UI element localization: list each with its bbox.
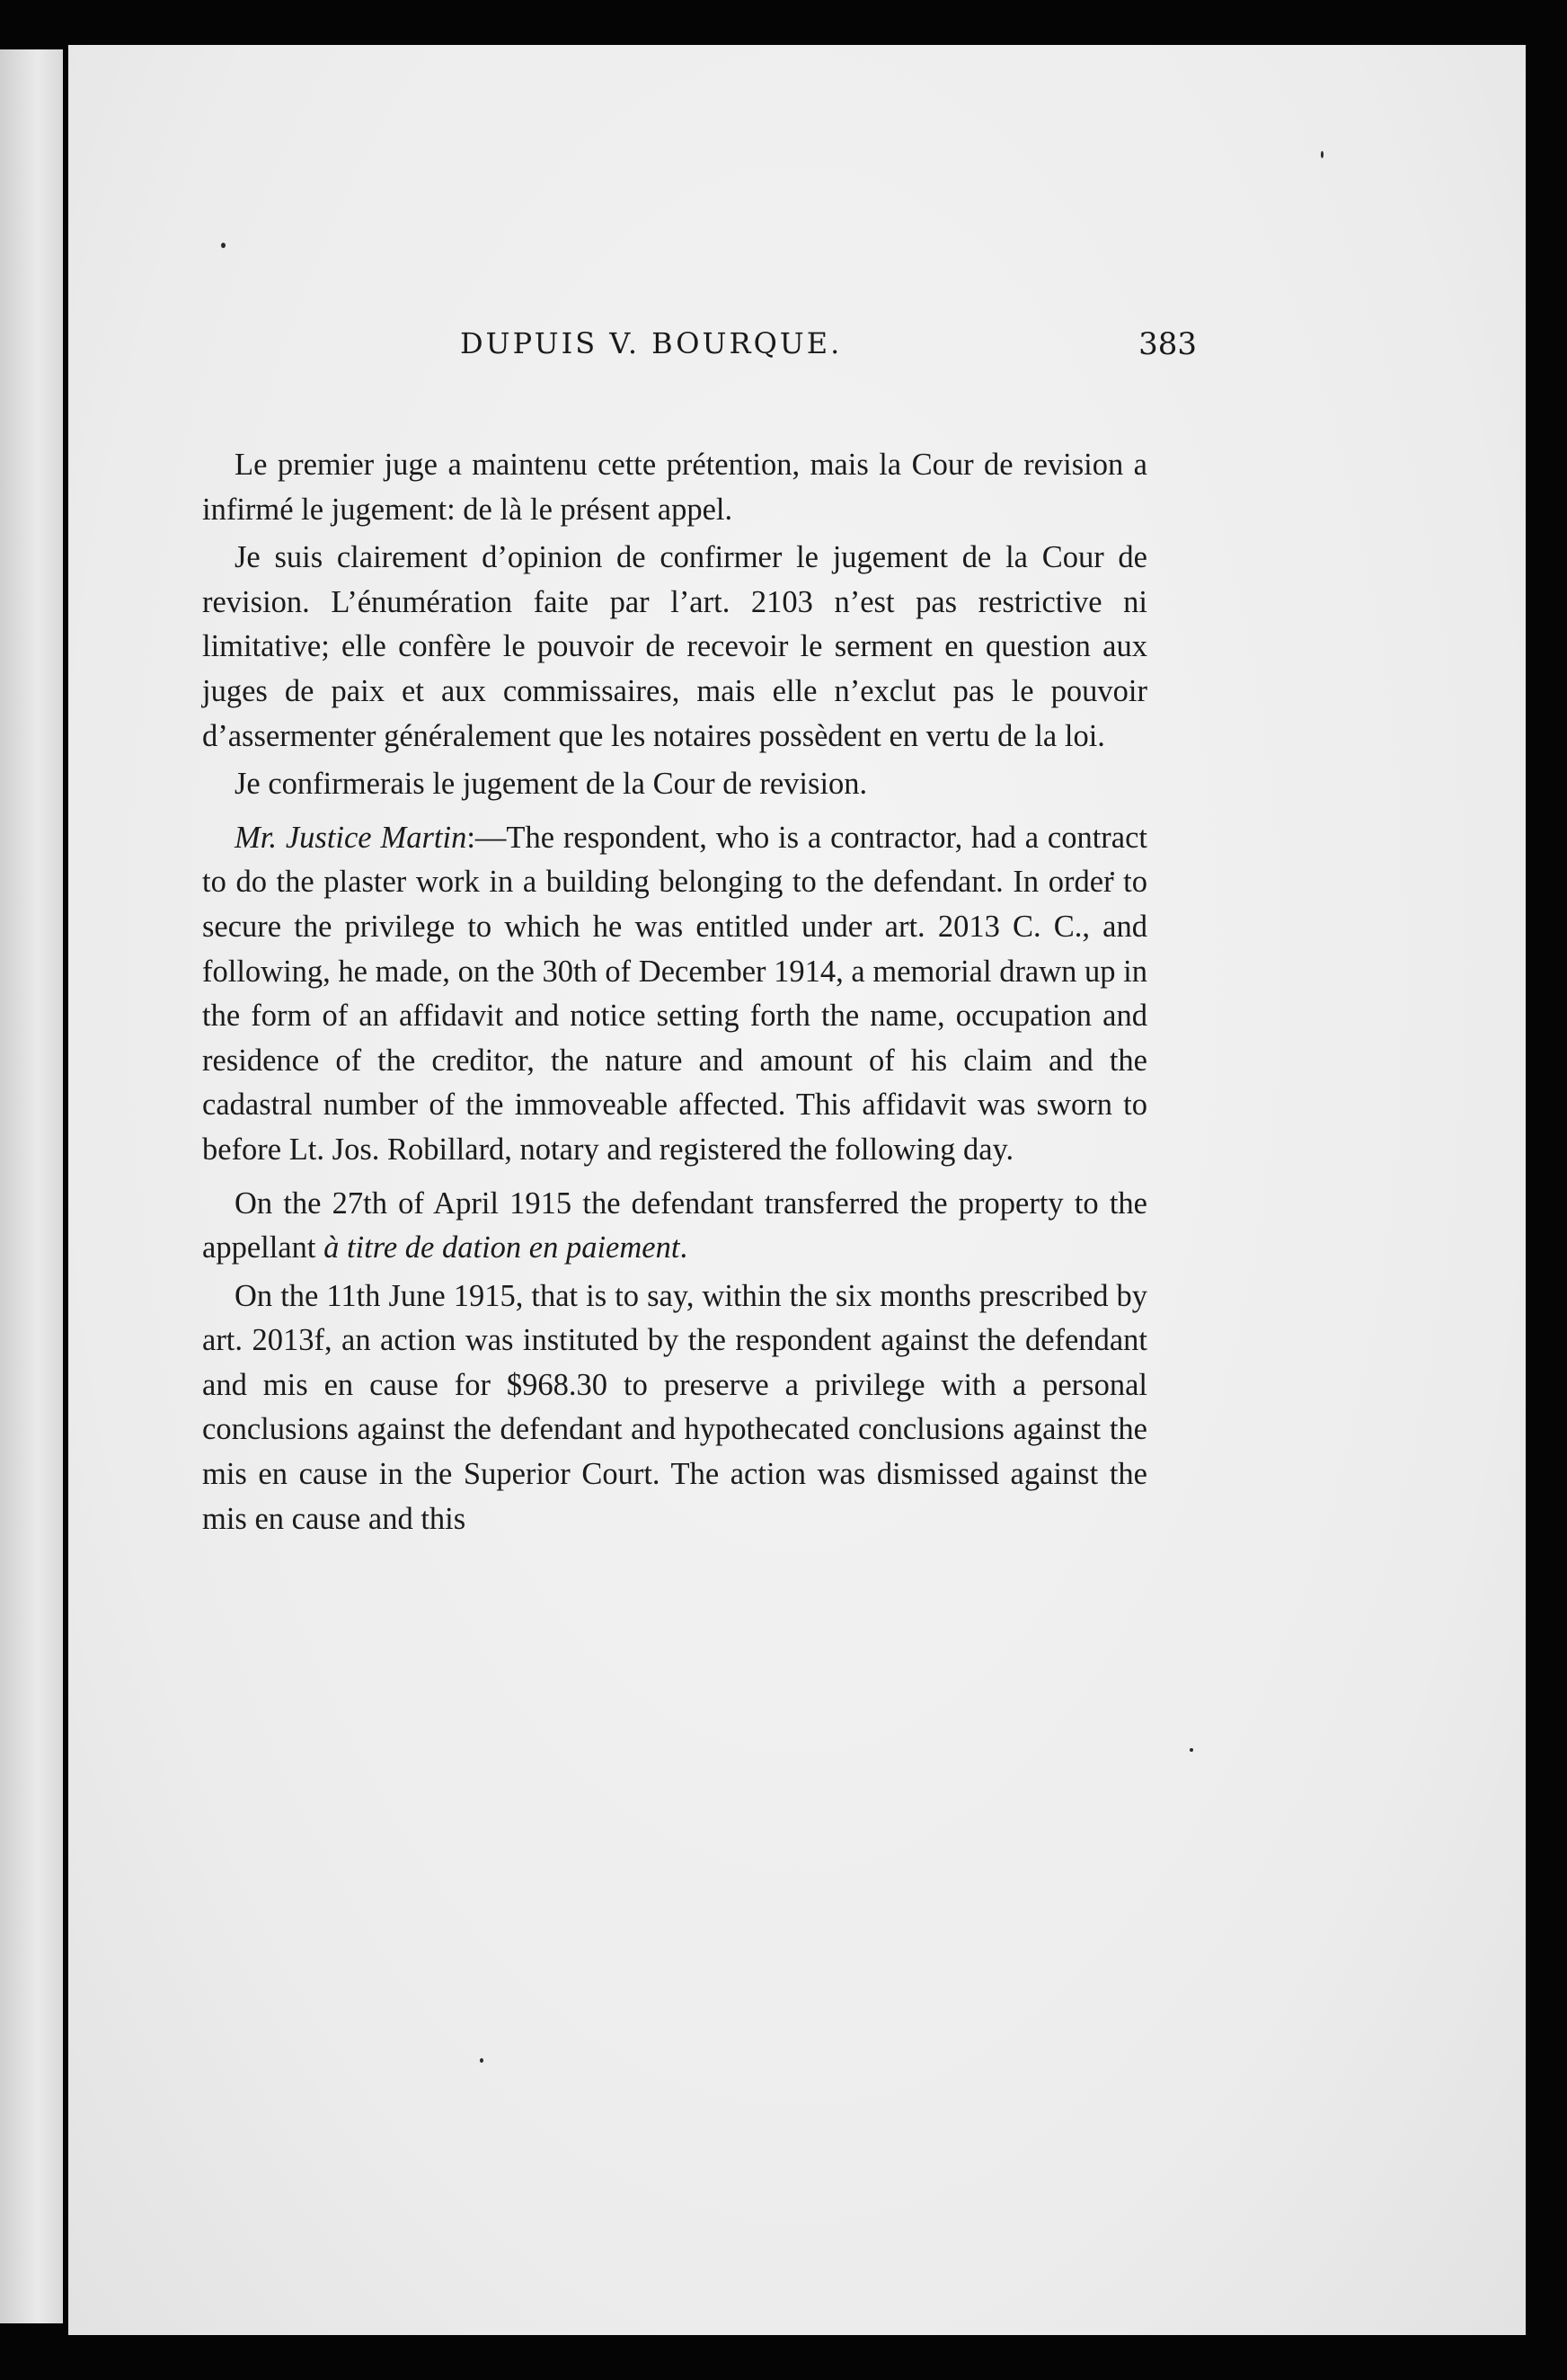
paper-speck xyxy=(480,2058,483,2063)
paper-speck xyxy=(221,243,226,248)
paragraph xyxy=(202,536,1147,759)
running-head: DUPUIS V. BOURQUE. xyxy=(460,326,843,360)
paragraph-text: Je suis clairement d’opinion de confirmer le jugement de la Cour de revision. L’énumération faite par l’art. 2103 n’est pas restrictive ni limitative; elle confère le pouvoir de recevoir le serment en question aux juges de paix et aux commissaires, mais elle n’exclut pas le pouvoir d’assermenter généralement que les notaires possèdent en vertu de la loi. xyxy=(202,540,1147,753)
paper-speck xyxy=(1321,151,1324,158)
page-number: 383 xyxy=(1138,326,1197,362)
paragraph xyxy=(202,762,1147,807)
paragraph-text: On the 27th of April 1915 the defendant transferred the property to the appellant xyxy=(202,1186,1147,1265)
paragraph xyxy=(202,816,1147,1173)
paragraph-text: Je confirmerais le jugement de la Cour de revision. xyxy=(235,767,868,802)
paragraph-text-end: . xyxy=(679,1230,688,1265)
paragraph-text: On the 11th June 1915, that is to say, within the six months prescribed by art. 2013f, an action was instituted by the respondent against the defendant and mis en cause for $968.30 to preserve a privilege with a personal conclusions against the defendant and hypothecated conclusions against the mis en cause in the Superior Court. The action was dismissed against the mis en cause and this xyxy=(202,1278,1147,1536)
body-text xyxy=(202,443,1147,1545)
paragraph xyxy=(202,1274,1147,1542)
paragraph xyxy=(202,443,1147,532)
paragraph xyxy=(202,1182,1147,1271)
paragraph-text: Le premier juge a maintenu cette prétention, mais la Cour de revision a infirmé le jugement: de là le présent appel. xyxy=(202,448,1147,527)
page-header xyxy=(297,326,1197,389)
speaker-name: Mr. Justice Martin xyxy=(235,820,467,855)
paragraph-text: :—The respondent, who is a contractor, had a contract to do the plaster work in a building belonging to the defendant. In order to secure the privilege to which he was entitled under art. 2013 C. C., and following, he made, on the 30th of December 1914, a memorial drawn up in the form of an affidavit and notice setting forth the name, occupation and residence of the creditor, the nature and amount of his claim and the cadastral number of the immoveable affected. This affidavit was sworn to before Lt. Jos. Robillard, notary and registered the following day. xyxy=(202,820,1148,1167)
paper-speck xyxy=(1190,1748,1193,1752)
italic-phrase: à titre de dation en paiement xyxy=(323,1230,680,1265)
adjacent-page-edge xyxy=(0,49,63,2323)
